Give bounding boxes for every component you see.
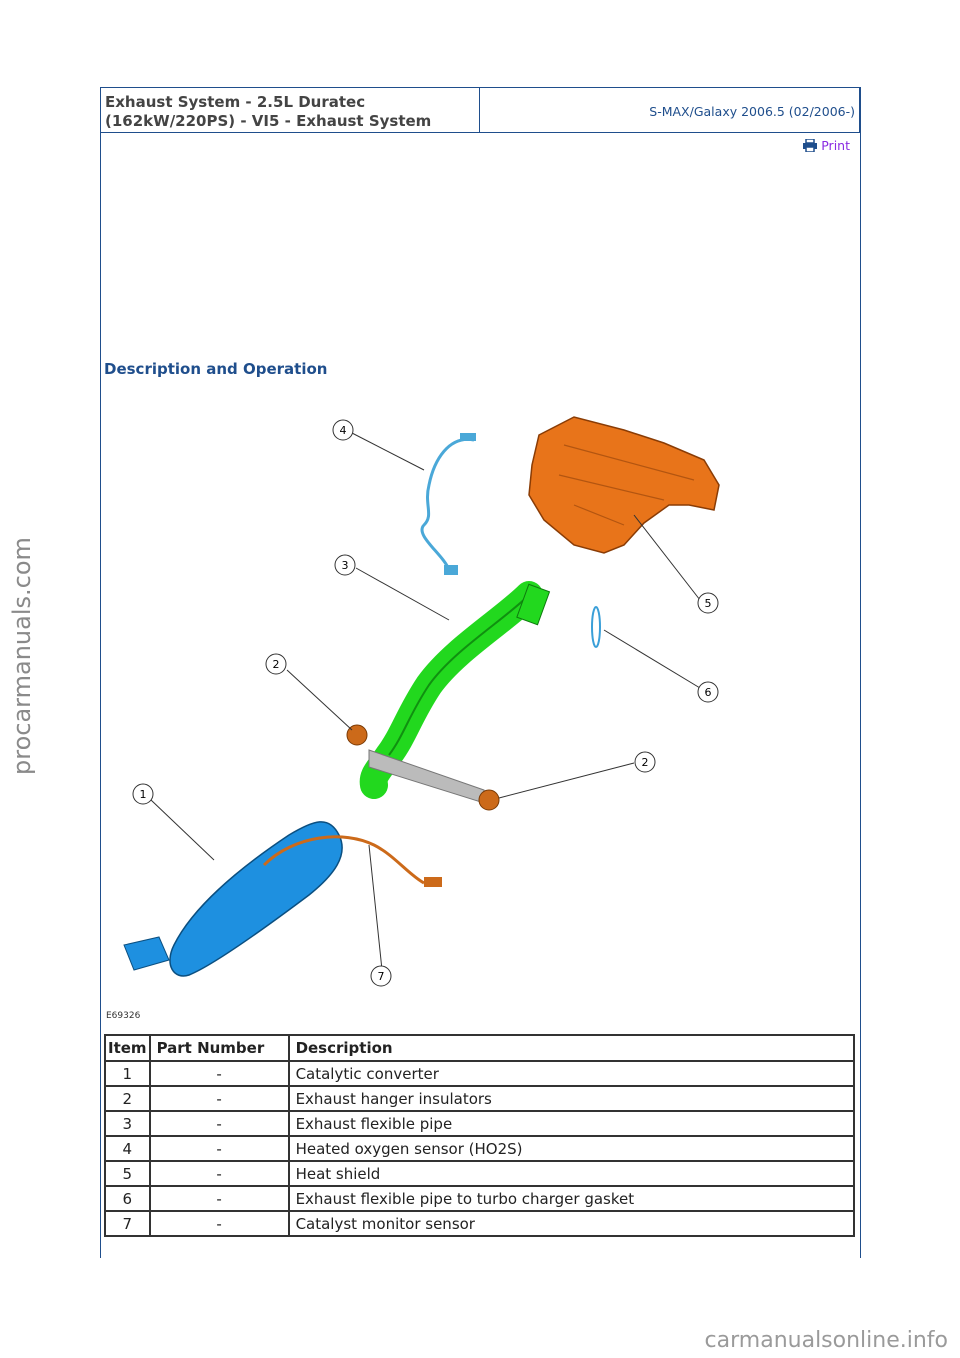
callout-2a (266, 654, 286, 674)
row-item: 7 (105, 1211, 150, 1236)
print-label: Print (821, 138, 850, 153)
svg-text:3: 3 (341, 559, 349, 572)
row-description: Exhaust hanger insulators (289, 1086, 854, 1111)
table-row (105, 1111, 854, 1136)
row-item: 1 (105, 1061, 150, 1086)
table-row (105, 1086, 854, 1111)
svg-text:6: 6 (704, 686, 712, 699)
section-title: Description and Operation (104, 360, 328, 378)
printer-icon (803, 139, 817, 152)
table-row (105, 1161, 854, 1186)
row-item: 2 (105, 1086, 150, 1111)
hanger-insulator (479, 790, 499, 810)
heat-shield (529, 417, 719, 553)
svg-text:7: 7 (377, 970, 385, 983)
watermark-left: procarmanuals.com (8, 537, 36, 775)
row-part-number: - (150, 1211, 289, 1236)
row-description: Catalytic converter (289, 1061, 854, 1086)
row-description: Heated oxygen sensor (HO2S) (289, 1136, 854, 1161)
col-header-description: Description (289, 1035, 854, 1061)
row-description: Heat shield (289, 1161, 854, 1186)
svg-text:5: 5 (704, 597, 712, 610)
svg-text:2: 2 (641, 756, 649, 769)
row-description: Exhaust flexible pipe (289, 1111, 854, 1136)
callout-5 (698, 593, 718, 613)
svg-text:1: 1 (139, 788, 147, 801)
callout-4 (333, 420, 353, 440)
row-description: Catalyst monitor sensor (289, 1211, 854, 1236)
document-header (100, 87, 860, 133)
col-header-item: Item (105, 1035, 150, 1061)
row-part-number: - (150, 1086, 289, 1111)
row-item: 6 (105, 1186, 150, 1211)
row-item: 5 (105, 1161, 150, 1186)
row-description: Exhaust flexible pipe to turbo charger gasket (289, 1186, 854, 1211)
vehicle-model: S-MAX/Galaxy 2006.5 (02/2006-) (649, 104, 855, 119)
row-part-number: - (150, 1111, 289, 1136)
callout-2b (635, 752, 655, 772)
row-part-number: - (150, 1061, 289, 1086)
row-part-number: - (150, 1186, 289, 1211)
table-row (105, 1136, 854, 1161)
table-header-row (105, 1035, 854, 1061)
figure-code: E69326 (106, 1011, 141, 1021)
flexible-pipe (374, 595, 529, 785)
table-row (105, 1061, 854, 1086)
ho2s-sensor (422, 439, 474, 570)
row-part-number: - (150, 1161, 289, 1186)
svg-text:4: 4 (339, 424, 347, 437)
callout-6 (698, 682, 718, 702)
pipe-gasket (592, 607, 600, 647)
document-title: Exhaust System - 2.5L Duratec (162kW/220PS) - VI5 - Exhaust System (101, 88, 480, 132)
svg-text:2: 2 (272, 658, 280, 671)
row-item: 3 (105, 1111, 150, 1136)
print-button[interactable] (803, 138, 850, 153)
parts-table (104, 1034, 855, 1237)
callout-3 (335, 555, 355, 575)
callout-1 (133, 784, 153, 804)
table-row (105, 1186, 854, 1211)
callout-7 (371, 966, 391, 986)
exhaust-system-figure (104, 405, 754, 1025)
row-item: 4 (105, 1136, 150, 1161)
catalytic-converter (170, 822, 342, 976)
col-header-part: Part Number (150, 1035, 289, 1061)
row-part-number: - (150, 1136, 289, 1161)
watermark-bottom: carmanualsonline.info (704, 1328, 948, 1353)
table-row (105, 1211, 854, 1236)
